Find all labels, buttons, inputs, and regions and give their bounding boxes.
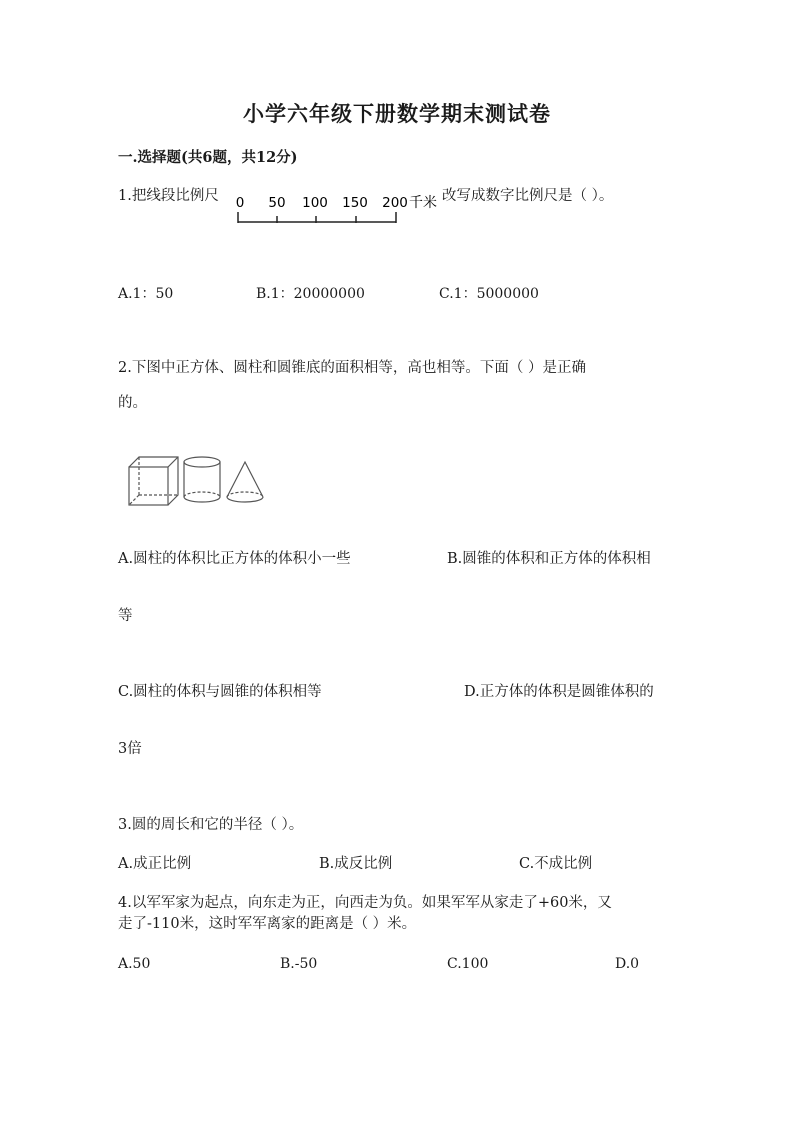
question-4-option-b[interactable]: B.-50 — [280, 956, 318, 972]
question-3-text: 3.圆的周长和它的半径（ ）。 — [118, 817, 304, 833]
question-1-option-c[interactable]: C.1：5000000 — [439, 286, 539, 302]
question-4-option-a[interactable]: A.50 — [118, 956, 151, 972]
question-2-option-d-continued: 3倍 — [118, 741, 142, 757]
scale-bar-figure — [232, 192, 444, 228]
question-2-option-a[interactable]: A.圆柱的体积比正方体的体积小一些 — [118, 551, 351, 567]
question-3-option-a[interactable]: A.成正比例 — [118, 856, 192, 872]
question-2-option-d[interactable]: D.正方体的体积是圆锥体积的 — [464, 684, 654, 700]
scale-tick-label: 100 — [302, 195, 328, 211]
scale-tick-label: 50 — [268, 195, 286, 211]
cone-shape — [227, 462, 263, 502]
question-2-line-1: 2.下图中正方体、圆柱和圆锥底的面积相等，高也相等。下面（ ）是正确 — [118, 360, 586, 376]
question-4-option-c[interactable]: C.100 — [447, 956, 489, 972]
solids-figure — [126, 454, 272, 510]
question-3-option-b[interactable]: B.成反比例 — [319, 856, 393, 872]
scale-tick-label: 200 — [382, 195, 408, 211]
cube-shape — [129, 457, 178, 505]
question-1-suffix: 改写成数字比例尺是（ ）。 — [442, 188, 614, 204]
question-1-prefix: 1.把线段比例尺 — [118, 188, 219, 204]
question-2-option-b[interactable]: B.圆锥的体积和正方体的体积相 — [447, 551, 651, 567]
question-1-option-b[interactable]: B.1：20000000 — [256, 286, 365, 302]
question-2-option-b-continued: 等 — [118, 608, 133, 624]
question-4-line-2: 走了-110米，这时军军离家的距离是（ ）米。 — [118, 916, 417, 932]
page-title: 小学六年级下册数学期末测试卷 — [243, 101, 551, 126]
cylinder-shape — [184, 457, 220, 502]
question-1-option-a[interactable]: A.1：50 — [118, 286, 174, 302]
question-4-option-d[interactable]: D.0 — [615, 956, 640, 972]
question-4-line-1: 4.以军军家为起点，向东走为正，向西走为负。如果军军从家走了+60米，又 — [118, 895, 612, 911]
scale-tick-label: 0 — [235, 195, 245, 211]
section-heading: 一.选择题(共6题，共12分) — [118, 149, 298, 166]
scale-unit-label: 千米 — [409, 195, 437, 211]
question-2-option-c[interactable]: C.圆柱的体积与圆锥的体积相等 — [118, 684, 322, 700]
scale-tick-label: 150 — [342, 195, 368, 211]
question-3-option-c[interactable]: C.不成比例 — [519, 856, 593, 872]
question-2-line-2: 的。 — [118, 395, 147, 411]
